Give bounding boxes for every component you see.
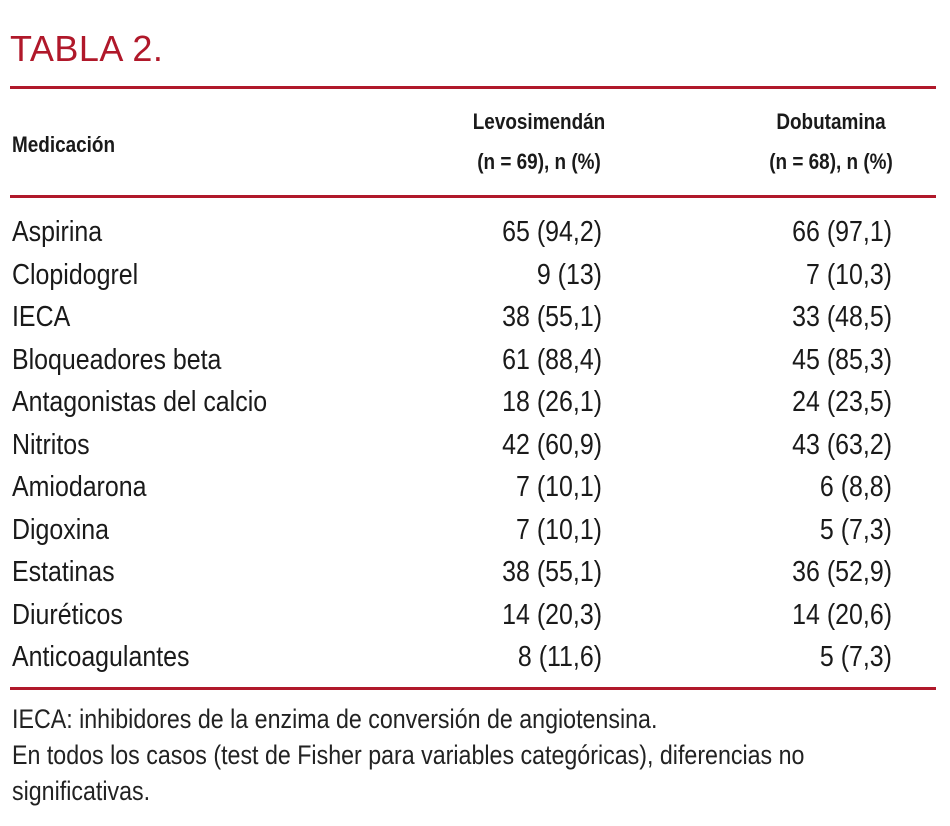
header-levosimendan-count: (n = 69), n (%) xyxy=(477,149,601,174)
medication-name: Antagonistas del calcio xyxy=(12,386,268,418)
medication-name: Anticoagulantes xyxy=(12,641,190,673)
table-row xyxy=(0,636,950,679)
dobutamina-value: 7 (10,3) xyxy=(806,258,892,291)
footnote-abbreviation: IECA: inhibidores de la enzima de conversión de angiotensina. xyxy=(12,704,658,734)
table-row xyxy=(0,254,950,297)
medication-name: Aspirina xyxy=(12,216,103,248)
levosimendan-value: 65 (94,2) xyxy=(502,216,602,248)
levosimendan-value: 14 (20,3) xyxy=(502,598,602,631)
table-row xyxy=(0,424,950,467)
medication-name: Clopidogrel xyxy=(12,258,139,291)
levosimendan-value: 7 (10,1) xyxy=(516,513,602,546)
header-levosimendan-name: Levosimendán xyxy=(472,109,606,134)
header-dobutamina xyxy=(724,102,939,182)
dobutamina-value: 24 (23,5) xyxy=(792,386,892,418)
table-row xyxy=(0,509,950,552)
header-levosimendan xyxy=(432,102,647,182)
medication-name: Nitritos xyxy=(12,428,90,461)
medication-name: Bloqueadores beta xyxy=(12,343,222,376)
table-row xyxy=(0,594,950,637)
dobutamina-value: 66 (97,1) xyxy=(792,216,892,248)
dobutamina-value: 14 (20,6) xyxy=(792,598,892,631)
levosimendan-value: 61 (88,4) xyxy=(502,343,602,376)
table-row xyxy=(0,551,950,594)
levosimendan-value: 42 (60,9) xyxy=(502,428,602,461)
table-body xyxy=(0,211,950,679)
dobutamina-value: 5 (7,3) xyxy=(819,513,892,546)
dobutamina-value: 6 (8,8) xyxy=(819,471,892,503)
table-title: TABLA 2. xyxy=(10,28,164,69)
bottom-rule xyxy=(10,687,936,690)
levosimendan-value: 38 (55,1) xyxy=(502,301,602,333)
dobutamina-value: 33 (48,5) xyxy=(792,301,892,333)
header-medication: Medicación xyxy=(12,132,116,157)
dobutamina-value: 36 (52,9) xyxy=(792,556,892,588)
medication-name: Estatinas xyxy=(12,556,115,588)
footnote-statistics-cont: significativas. xyxy=(12,776,151,806)
medication-name: Digoxina xyxy=(12,513,110,546)
header-dobutamina-name: Dobutamina xyxy=(776,109,886,134)
dobutamina-value: 43 (63,2) xyxy=(792,428,892,461)
table-footnote xyxy=(12,701,915,809)
table-row xyxy=(0,296,950,339)
dobutamina-value: 5 (7,3) xyxy=(819,641,892,673)
medication-name: IECA xyxy=(12,301,71,333)
medication-name: Diuréticos xyxy=(12,598,123,631)
table-row xyxy=(0,339,950,382)
levosimendan-value: 9 (13) xyxy=(536,258,602,291)
header-dobutamina-count: (n = 68), n (%) xyxy=(769,149,893,174)
levosimendan-value: 18 (26,1) xyxy=(502,386,602,418)
levosimendan-value: 38 (55,1) xyxy=(502,556,602,588)
table-row xyxy=(0,211,950,254)
footnote-statistics: En todos los casos (test de Fisher para variables categóricas), diferencias no xyxy=(12,740,805,770)
top-rule xyxy=(10,86,936,89)
levosimendan-value: 7 (10,1) xyxy=(516,471,602,503)
table-row xyxy=(0,381,950,424)
levosimendan-value: 8 (11,6) xyxy=(517,641,602,673)
dobutamina-value: 45 (85,3) xyxy=(792,343,892,376)
medication-name: Amiodarona xyxy=(12,471,147,503)
table-row xyxy=(0,466,950,509)
header-rule xyxy=(10,195,936,198)
